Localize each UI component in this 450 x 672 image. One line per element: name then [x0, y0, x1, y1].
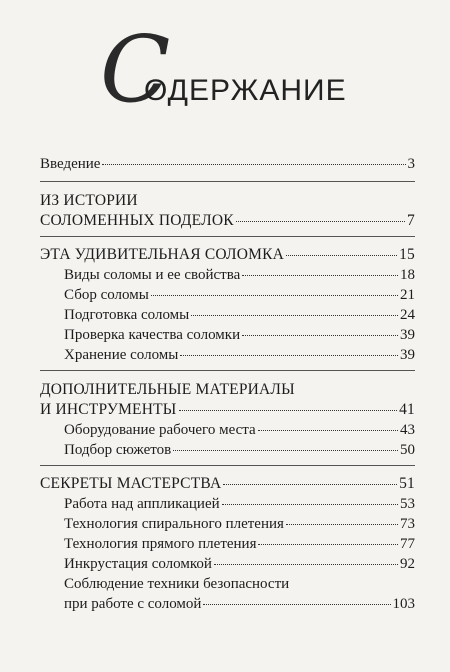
toc-entry-label: Технология прямого плетения [64, 536, 257, 552]
toc-subentry[interactable] [40, 534, 415, 554]
toc-entry-page: 39 [400, 327, 415, 343]
toc-subentry[interactable] [40, 325, 415, 345]
toc-entry-label: ЭТА УДИВИТЕЛЬНАЯ СОЛОМКА [40, 246, 285, 263]
toc-entry-label: при работе с соломой [64, 596, 202, 612]
toc-entry-page: 73 [400, 516, 415, 532]
dot-leader [236, 220, 405, 222]
toc-entry-label: Подбор сюжетов [64, 442, 172, 458]
dot-leader [214, 563, 398, 565]
toc-entry-label: СЕКРЕТЫ МАСТЕРСТВА [40, 475, 222, 492]
toc-entry-label: СОЛОМЕННЫХ ПОДЕЛОК [40, 212, 234, 229]
toc-entry-label: Подготовка соломы [64, 307, 190, 323]
toc-entry-page: 7 [407, 212, 415, 229]
toc-entry[interactable] [40, 400, 415, 420]
toc-entry-page: 18 [400, 267, 415, 283]
toc-group-intro [40, 154, 415, 182]
toc-group-materials [40, 379, 415, 466]
dot-leader [286, 523, 398, 525]
toc-entry-page: 21 [400, 287, 415, 303]
toc-entry-page: 53 [400, 496, 415, 512]
toc-entry-page: 50 [400, 442, 415, 458]
dot-leader [191, 314, 398, 316]
toc-subentry[interactable] [40, 305, 415, 325]
toc-entry-page: 39 [400, 347, 415, 363]
dot-leader [223, 483, 397, 485]
toc-group-secrets [40, 474, 415, 619]
toc-entry-page: 92 [400, 556, 415, 572]
table-of-contents [40, 154, 415, 627]
dot-leader [258, 543, 398, 545]
dot-leader [242, 334, 398, 336]
title-rest: ОДЕРЖАНИЕ [144, 74, 347, 107]
toc-entry[interactable] [40, 245, 415, 265]
dot-leader [203, 603, 390, 605]
toc-entry-page: 3 [407, 156, 415, 172]
page-title [100, 16, 430, 130]
toc-subentry[interactable] [40, 554, 415, 574]
toc-entry-page: 77 [400, 536, 415, 552]
toc-entry-label: Виды соломы и ее свойства [64, 267, 241, 283]
toc-entry-label: Технология спирального плетения [64, 516, 284, 532]
toc-subentry[interactable] [40, 594, 415, 614]
toc-entry-label: Работа над аппликацией [64, 496, 220, 512]
toc-entry-label: Введение [40, 156, 101, 172]
dot-leader [242, 274, 398, 276]
toc-subentry-line[interactable]: Соблюдение техники безопасности [64, 576, 290, 592]
toc-entry-page: 43 [400, 422, 415, 438]
toc-entry-label: Инкрустация соломкой [64, 556, 212, 572]
toc-entry[interactable] [40, 211, 415, 231]
toc-entry[interactable] [40, 474, 415, 494]
toc-entry-label: И ИНСТРУМЕНТЫ [40, 401, 177, 418]
toc-entry-page: 24 [400, 307, 415, 323]
toc-subentry[interactable] [40, 265, 415, 285]
toc-entry-page: 15 [399, 246, 415, 263]
dot-leader [179, 409, 398, 411]
toc-entry-page: 51 [399, 475, 415, 492]
dot-leader [102, 163, 405, 165]
title-initial: С [100, 16, 171, 123]
toc-entry[interactable] [40, 154, 415, 176]
toc-subentry[interactable] [40, 514, 415, 534]
dot-leader [180, 354, 398, 356]
toc-entry-label: Сбор соломы [64, 287, 149, 303]
toc-subentry[interactable] [40, 494, 415, 514]
toc-entry-page: 41 [399, 401, 415, 418]
toc-subentry[interactable] [40, 420, 415, 440]
dot-leader [258, 429, 398, 431]
toc-subentry[interactable] [40, 345, 415, 365]
dot-leader [286, 254, 397, 256]
dot-leader [222, 503, 398, 505]
toc-subentry[interactable] [40, 285, 415, 305]
toc-group-history [40, 190, 415, 237]
toc-group-straw [40, 245, 415, 371]
toc-entry-label: Проверка качества соломки [64, 327, 241, 343]
dot-leader [151, 294, 398, 296]
toc-subentry[interactable] [40, 440, 415, 460]
toc-entry-label: Хранение соломы [64, 347, 179, 363]
dot-leader [173, 449, 398, 451]
toc-entry-label: Оборудование рабочего места [64, 422, 256, 438]
section-heading-line[interactable]: ИЗ ИСТОРИИ [40, 192, 138, 209]
section-heading-line[interactable]: ДОПОЛНИТЕЛЬНЫЕ МАТЕРИАЛЫ [40, 381, 295, 398]
toc-entry-page: 103 [392, 596, 415, 612]
